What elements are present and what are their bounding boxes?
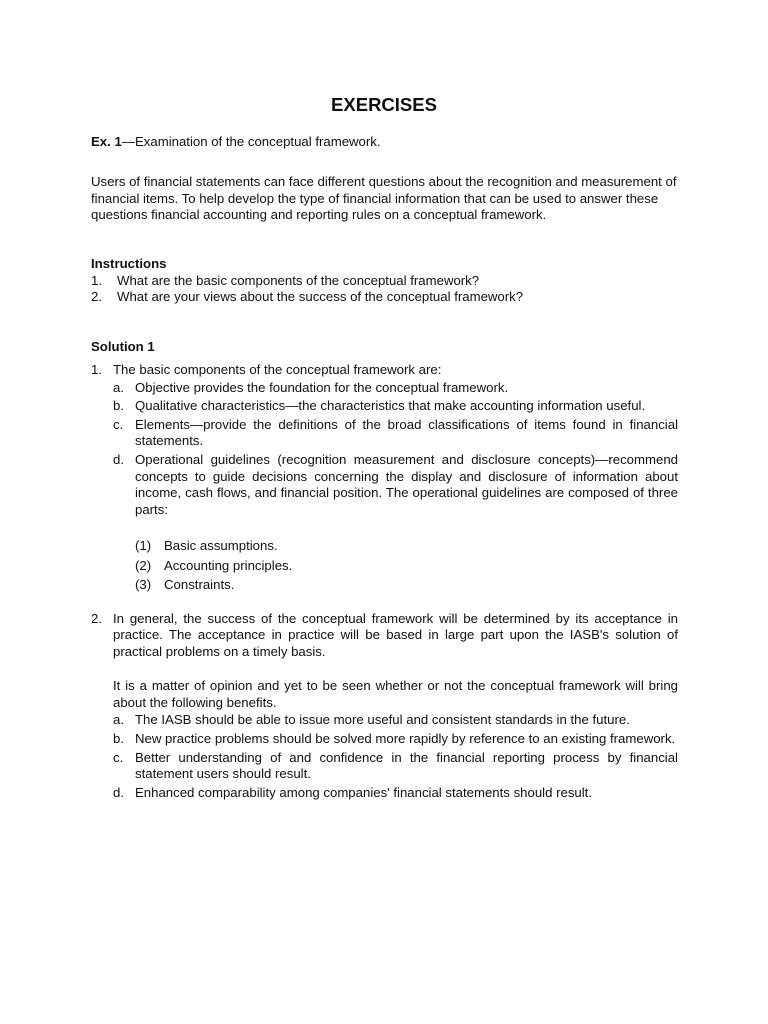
list-text: Qualitative characteristics—the characteristics that make accounting information useful. (135, 398, 646, 414)
list-number: 1. (91, 272, 102, 288)
list-text: The basic components of the conceptual framework are: (113, 362, 442, 377)
list-number: (1) (135, 538, 152, 554)
list-item (113, 398, 678, 415)
list-letter: a. (113, 712, 124, 728)
instructions-section (91, 256, 678, 306)
list-letter: b. (113, 398, 124, 414)
list-item (113, 380, 678, 397)
list-letter: c. (113, 749, 124, 765)
list-text: The IASB should be able to issue more useful and consistent standards in the future. (135, 712, 630, 728)
list-item (91, 289, 678, 306)
solution-part-1 (91, 362, 678, 379)
list-text: Enhanced comparability among companies' financial statements should result. (135, 784, 593, 800)
list-text: Elements—provide the definitions of the broad classifications of items found in financial statements. (135, 416, 678, 449)
list-letter: d. (113, 784, 124, 800)
list-number: 2. (91, 289, 102, 305)
list-letter: d. (113, 451, 124, 467)
list-text: Accounting principles. (164, 557, 293, 573)
solution-part-2 (91, 611, 678, 661)
list-number: 1. (91, 362, 102, 377)
list-item (135, 577, 678, 596)
list-text: What are the basic components of the conceptual framework? (117, 272, 480, 288)
solution-heading: Solution 1 (91, 339, 155, 354)
instructions-heading: Instructions (91, 256, 167, 271)
exercise-title: —Examination of the conceptual framework. (121, 134, 381, 149)
list-item (113, 417, 678, 450)
list-text: New practice problems should be solved more rapidly by reference to an existing framework. (135, 731, 676, 747)
list-number: (2) (135, 557, 152, 573)
list-item (135, 558, 678, 577)
list-text: Constraints. (164, 577, 235, 593)
solution-body (91, 362, 678, 801)
solution-paragraph: It is a matter of opinion and yet to be seen whether or not the conceptual framework will bring about the following benefits. (113, 678, 678, 710)
list-text: What are your views about the success of the conceptual framework? (117, 289, 524, 305)
page-title: EXERCISES (331, 94, 437, 115)
intro-paragraph: Users of financial statements can face different questions about the recognition and measurement of financial items. To help develop the type of financial information that can be used to answer these questions financial accounting and reporting rules on a conceptual framework. (91, 174, 677, 223)
list-number: 2. (91, 610, 102, 626)
list-item (113, 712, 678, 729)
list-item (135, 538, 678, 557)
exercise-heading (91, 134, 678, 151)
list-item (113, 785, 678, 802)
list-letter: b. (113, 731, 124, 747)
exercise-label: Ex. 1 (91, 134, 122, 149)
list-item (91, 273, 678, 290)
list-number: (3) (135, 577, 152, 593)
list-text: Objective provides the foundation for the conceptual framework. (135, 379, 509, 395)
list-text: Operational guidelines (recognition measurement and disclosure concepts)—recommend concepts to guide decisions concerning the display and disclosure of information about income, cash flows, and financial position. The operational guidelines are composed of three parts: (135, 451, 678, 517)
list-letter: c. (113, 416, 124, 432)
list-text: Better understanding of and confidence in the financial reporting process by financial statement users should result. (135, 749, 678, 782)
solution-paragraph: In general, the success of the conceptual framework will be determined by its acceptance in practice. The acceptance in practice will be based in large part upon the IASB's solution of practical problems on a timely basis. (113, 610, 678, 659)
list-item (113, 731, 678, 748)
list-letter: a. (113, 379, 124, 395)
list-item (113, 750, 678, 783)
list-text: Basic assumptions. (164, 538, 278, 554)
list-item (113, 452, 678, 518)
